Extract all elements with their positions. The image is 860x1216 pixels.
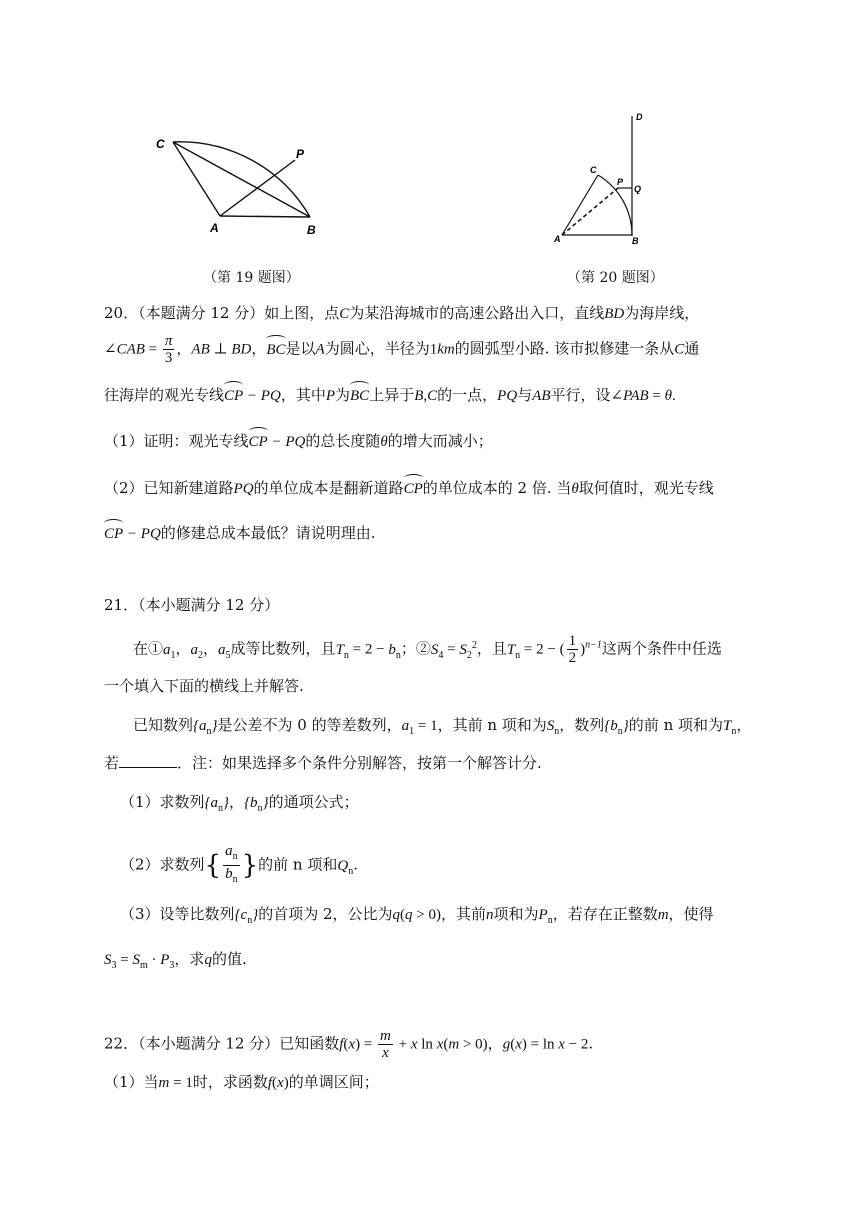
fig19-label-p: P xyxy=(296,147,305,161)
q20-part-2-cont: CP − PQ的修建总成本最低？请说明理由. xyxy=(104,519,376,545)
fig20-label-a: A xyxy=(554,234,561,244)
figure-20-diagram xyxy=(548,108,658,248)
q20-line-3: 往海岸的观光专线CP − PQ，其中P为BC上异于B,C的一点，PQ与AB平行，设∠PAB = θ. xyxy=(104,381,676,407)
q21-part-2: （2）求数列{ $\frac{a_n}{b_n}$ }的前 n 项和$Q_n$. xyxy=(120,843,358,885)
q22-heading: 22．（本小题满分 12 分）已知函数f(x) = $\frac{m}{x}$ + x ln x(m > 0)，g(x) = ln x − 2. xyxy=(104,1028,594,1061)
q21-heading: 21．（本小题满分 12 分） xyxy=(104,596,280,614)
q20-part-1: （1）证明：观光专线CP − PQ的总长度随θ的增大而减小； xyxy=(104,427,493,453)
fig20-label-b: B xyxy=(632,236,639,246)
q20-part-2: （2）已知新建道路PQ的单位成本是翻新道路CP的单位成本的 2 倍. 当θ取何值时，观光专线 xyxy=(104,474,714,500)
fig19-label-b: B xyxy=(307,223,316,237)
fig19-label-c: C xyxy=(156,137,165,151)
figure-20-caption: （第 20 题图） xyxy=(567,270,664,286)
q21-part-3: （3）设等比数列$\{c_n\}$的首项为 2，公比为q(q > 0)，其前n项和为$P_n$，若存在正整数m，使得 xyxy=(120,905,714,926)
fig20-label-c: C xyxy=(590,165,597,175)
q20-number: 20． xyxy=(104,304,139,322)
fig19-label-a: A xyxy=(210,221,219,235)
fig20-label-p: P xyxy=(617,177,624,187)
q20-head: （本题满分 12 分）如上图，点 xyxy=(138,304,340,322)
q21-number: 21． xyxy=(104,596,139,614)
q20-line-2: ∠CAB = $\frac{\pi}{3}$ ，AB ⊥ BD，BC是以A为圆心，半径为1km的圆弧型小路. 该市拟修建一条从C通 xyxy=(104,333,700,366)
q21-part-1: （1）求数列$\{a_n\}$，$\{b_n\}$的通项公式； xyxy=(120,793,359,814)
figure-19-caption: （第 19 题图） xyxy=(203,270,300,286)
fig20-label-d: D xyxy=(636,112,643,122)
q22-number: 22． xyxy=(104,1034,139,1053)
q21-statement-cont: 若 ．注：如果选择多个条件分别解答，按第一个解答计分. xyxy=(104,754,542,772)
q22-part-1: （1）当m = 1时，求函数f(x)的单调区间； xyxy=(104,1073,379,1091)
q21-conditions: 在$①a_1$，$a_2$，$a_5$成等比数列，且$T_n = 2 - b_n$；$②S_4 = S_2^2$，且$T_n = 2$ − ( $\frac{1}{2}$ )$^{n-1}$这两个条件中任选 xyxy=(133,633,722,666)
figure-19-diagram xyxy=(150,130,340,240)
q21-conditions-cont: 一个填入下面的横线上并解答. xyxy=(104,677,304,695)
q20-line-1: 20．（本题满分 12 分）如上图，点C为某沿海城市的高速公路出入口，直线BD为海岸线， xyxy=(104,304,700,322)
q21-statement: 已知数列$\{a_n\}$是公差不为 0 的等差数列，$a_1 = 1$，其前 n 项和为$S_n$，数列$\{b_n\}$的前 n 项和为$T_n$， xyxy=(133,716,752,737)
answer-blank xyxy=(119,753,177,768)
q21-part-3-cont: $S_3 = S_m \cdot P_3$，求q的值. xyxy=(104,950,247,971)
fig20-label-q: Q xyxy=(634,184,642,194)
